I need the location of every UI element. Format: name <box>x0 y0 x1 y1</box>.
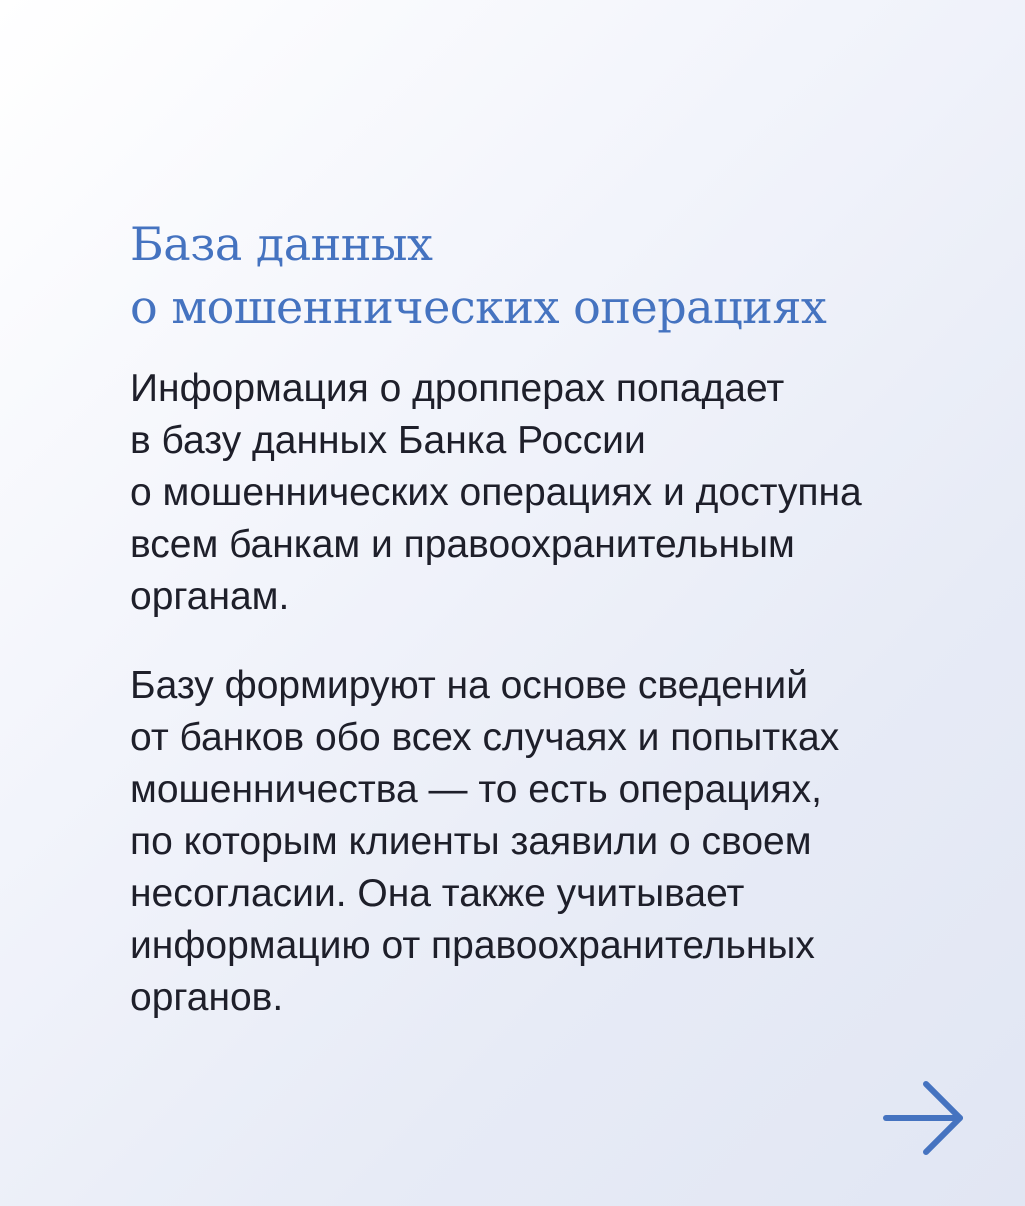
text-line: в базу данных Банка России <box>130 419 646 462</box>
text-line: органам. <box>130 575 290 618</box>
arrow-right-icon[interactable] <box>880 1078 968 1158</box>
text-line: мошенничества — то есть операциях, <box>130 768 822 811</box>
title-line: База данных <box>130 217 433 271</box>
title-line: о мошеннических операциях <box>130 280 827 334</box>
paragraph-droppers-info <box>130 363 1000 623</box>
text-line: по которым клиенты заявили о своем <box>130 820 812 863</box>
text-line: о мошеннических операциях и доступна <box>130 471 862 514</box>
slide-title <box>130 213 826 339</box>
text-line: органов. <box>130 976 284 1019</box>
text-line: от банков обо всех случаях и попытках <box>130 716 840 759</box>
arrow-right-icon-graphic <box>880 1078 968 1158</box>
text-line: информацию от правоохранительных <box>130 924 815 967</box>
text-line: несогласии. Она также учитывает <box>130 872 745 915</box>
text-line: всем банкам и правоохранительным <box>130 523 795 566</box>
text-line: Базу формируют на основе сведений <box>130 664 808 707</box>
text-line: Информация о дропперах попадает <box>130 367 785 410</box>
paragraph-database-sources <box>130 660 1000 1024</box>
